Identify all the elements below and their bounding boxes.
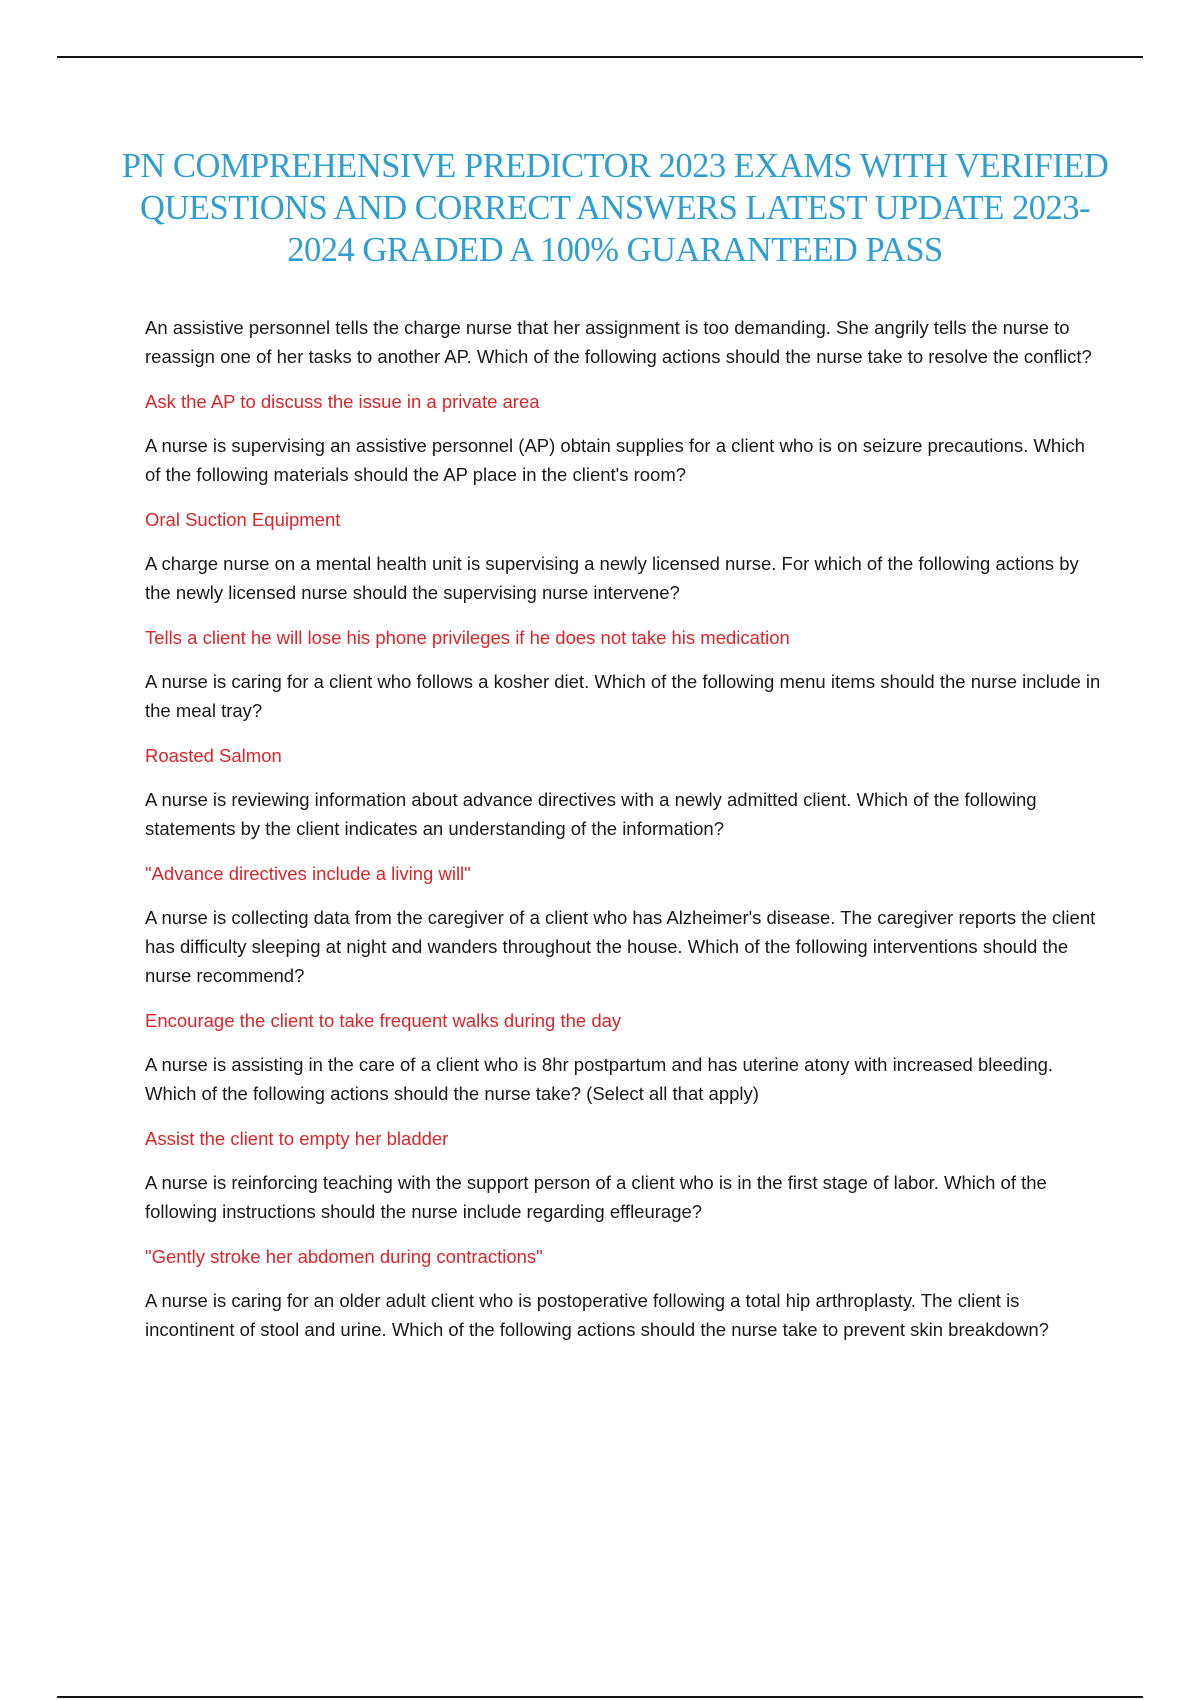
answer-3: Tells a client he will lose his phone privileges if he does not take his medication bbox=[145, 627, 790, 648]
answer-2: Oral Suction Equipment bbox=[145, 509, 341, 530]
answer-6: Encourage the client to take frequent walks during the day bbox=[145, 1010, 622, 1031]
question-7: A nurse is assisting in the care of a client who is 8hr postpartum and has uterine atony with increased bleeding. Which of the following actions should the nurse take? (Select all that apply) bbox=[145, 1054, 1054, 1104]
answer-4: Roasted Salmon bbox=[145, 745, 282, 766]
answer-1: Ask the AP to discuss the issue in a private area bbox=[145, 391, 540, 412]
answer-5: "Advance directives include a living will" bbox=[145, 863, 471, 884]
qa-list bbox=[145, 313, 1105, 1360]
question-9: A nurse is caring for an older adult client who is postoperative following a total hip arthroplasty. The client is incontinent of stool and urine. Which of the following actions should the nurse take to prevent skin breakdown? bbox=[145, 1290, 1049, 1340]
question-3: A charge nurse on a mental health unit is supervising a newly licensed nurse. For which of the following actions by the newly licensed nurse should the supervising nurse intervene? bbox=[145, 553, 1079, 603]
question-4: A nurse is caring for a client who follows a kosher diet. Which of the following menu items should the nurse include in the meal tray? bbox=[145, 671, 1101, 721]
question-8: A nurse is reinforcing teaching with the support person of a client who is in the first stage of labor. Which of the following instructions should the nurse include regarding effleurage? bbox=[145, 1172, 1047, 1222]
document-title: PN COMPREHENSIVE PREDICTOR 2023 EXAMS WITH VERIFIED QUESTIONS AND CORRECT ANSWERS LATEST UPDATE 2023-2024 GRADED A 100% GUARANTEED PASS bbox=[121, 147, 1109, 269]
answer-8: "Gently stroke her abdomen during contractions" bbox=[145, 1246, 543, 1267]
top-divider bbox=[57, 56, 1143, 58]
question-1: An assistive personnel tells the charge nurse that her assignment is too demanding. She angrily tells the nurse to reassign one of her tasks to another AP. Which of the following actions should the nurse take to resolve the conflict? bbox=[145, 317, 1092, 367]
question-6: A nurse is collecting data from the caregiver of a client who has Alzheimer's disease. The caregiver reports the client has difficulty sleeping at night and wanders throughout the house. Which of the following interventions should the nurse recommend? bbox=[145, 907, 1096, 986]
bottom-divider bbox=[57, 1696, 1143, 1698]
answer-7: Assist the client to empty her bladder bbox=[145, 1128, 449, 1149]
question-2: A nurse is supervising an assistive personnel (AP) obtain supplies for a client who is on seizure precautions. Which of the following materials should the AP place in the client's room? bbox=[145, 435, 1085, 485]
question-5: A nurse is reviewing information about advance directives with a newly admitted client. Which of the following statements by the client indicates an understanding of the information? bbox=[145, 789, 1037, 839]
